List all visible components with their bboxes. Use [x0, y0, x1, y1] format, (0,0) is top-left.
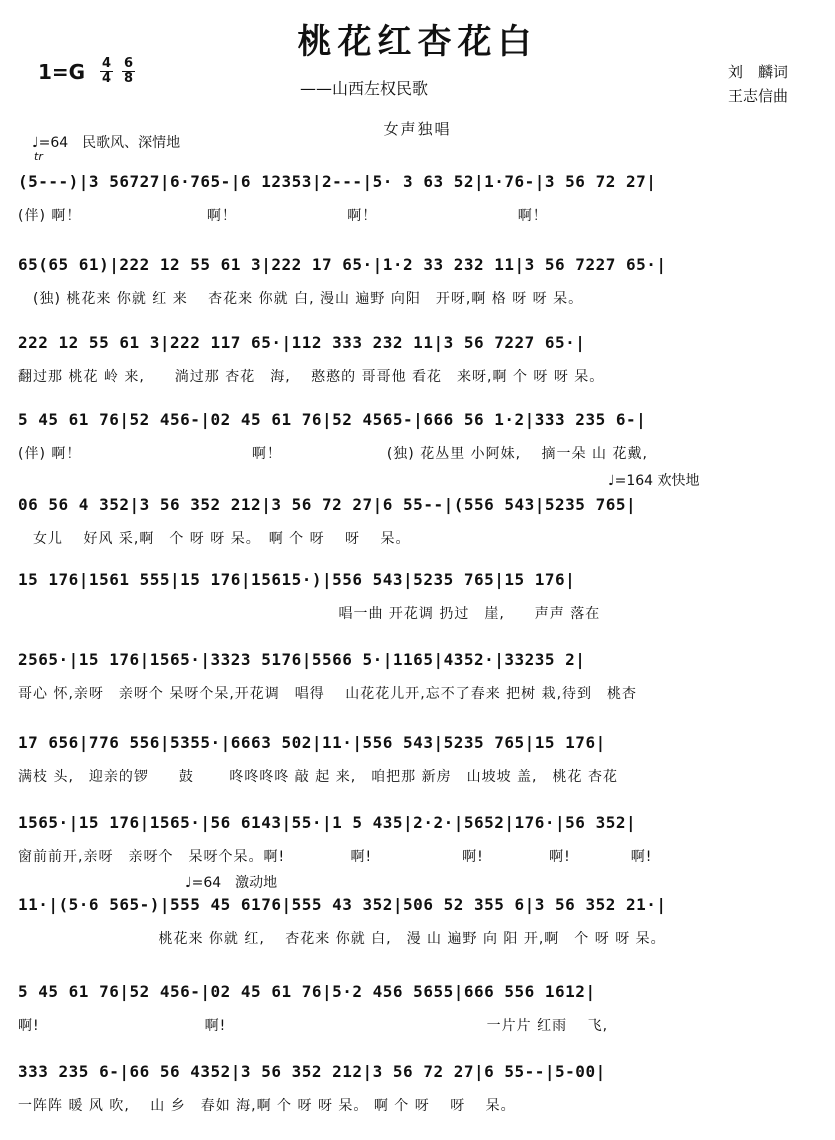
score-row — [18, 172, 818, 225]
score-row — [18, 570, 818, 623]
notation-line: 5 45 61 76|52 456-|02 45 61 76|5·2 456 5655|666 556 1612| — [18, 982, 596, 1001]
composer: 王志信曲 — [728, 87, 789, 105]
subtitle: ——山西左权民歌 — [300, 79, 429, 98]
performer-note: 女声独唱 — [383, 120, 452, 138]
score-row — [18, 813, 818, 866]
lyrics-line: 桃花来 你就 红, 杏花来 你就 白, 漫 山 遍野 向 阳 开,啊 个 呀 呀 呆。 — [18, 931, 666, 947]
notation-line: 5 45 61 76|52 456-|02 45 61 76|52 4565-|666 56 1·2|333 235 6-| — [18, 410, 647, 429]
time-signature-4-4: 4 4 — [102, 56, 112, 86]
lyrics-line: 女儿 好风 采,啊 个 呀 呀 呆。 啊 个 呀 呀 呆。 — [18, 531, 411, 547]
notation-line: 06 56 4 352|3 56 352 212|3 56 72 27|6 55--|(556 543|5235 765| — [18, 495, 637, 514]
lyrics-line: 满枝 头, 迎亲的锣 鼓 咚咚咚咚 敲 起 来, 咱把那 新房 山坡坡 盖, 桃花 杏花 — [18, 769, 618, 785]
lyrics-line: (伴) 啊！ 啊！ (独) 花丛里 小阿妹, 摘一朵 山 花戴, — [18, 446, 648, 462]
score-row — [18, 733, 818, 786]
lyrics-line: (独) 桃花来 你就 红 来 杏花来 你就 白, 漫山 遍野 向阳 开呀,啊 格 呀 呀 呆。 — [18, 291, 584, 307]
score-row — [18, 333, 818, 386]
tempo-marking-1: ♩=64 民歌风、深情地 — [32, 135, 181, 151]
lyrics-line: 唱一曲 开花调 扔过 崖, 声声 落在 — [18, 606, 601, 622]
score-row — [18, 895, 818, 948]
lyricist: 刘 麟词 — [728, 63, 789, 81]
score-row — [18, 410, 818, 463]
notation-line: 1565·|15 176|1565·|56 6143|55·|1 5 435|2·2·|5652|176·|56 352| — [18, 813, 637, 832]
notation-line: 11·|(5·6 565-)|555 45 6176|555 43 352|506 52 355 6|3 56 352 21·| — [18, 895, 667, 914]
score-row — [18, 495, 818, 548]
notation-line: (5---)|3 56727|6·765-|6 12353|2---|5· 3 63 52|1·76-|3 56 72 27| — [18, 172, 657, 191]
notation-line: 333 235 6-|66 56 4352|3 56 352 212|3 56 72 27|6 55--|5-00| — [18, 1062, 606, 1081]
song-title: 桃花红杏花白 — [297, 22, 538, 62]
notation-line: 2565·|15 176|1565·|3323 5176|5566 5·|1165|4352·|33235 2| — [18, 650, 586, 669]
lyrics-line: 啊! 啊! 一片片 红雨 飞, — [18, 1018, 609, 1034]
score-row — [18, 1062, 818, 1115]
score-row — [18, 255, 818, 308]
lyrics-line: 哥心 怀,亲呀 亲呀个 呆呀个呆,开花调 唱得 山花花儿开,忘不了春来 把树 栽,待到 桃杏 — [18, 686, 638, 702]
lyrics-line: 窗前前开,亲呀 亲呀个 呆呀个呆。啊! 啊! 啊! 啊! 啊! — [18, 849, 653, 865]
credits — [728, 60, 788, 108]
score-row — [18, 650, 818, 703]
lyrics-line: 翻过那 桃花 岭 来, 淌过那 杏花 海, 憨憨的 哥哥他 看花 来呀,啊 个 呀 呀 呆。 — [18, 369, 605, 385]
lyrics-line: 一阵阵 暖 风 吹, 山 乡 春如 海,啊 个 呀 呀 呆。 啊 个 呀 呀 呆。 — [18, 1098, 516, 1114]
notation-line: 65(65 61)|222 12 55 61 3|222 17 65·|1·2 33 232 11|3 56 7227 65·| — [18, 255, 667, 274]
time-signature-6-8: 6 8 — [124, 56, 134, 86]
key-signature: 1=G — [38, 60, 86, 84]
notation-line: 17 656|776 556|5355·|6663 502|11·|556 543|5235 765|15 176| — [18, 733, 606, 752]
notation-line: 222 12 55 61 3|222 117 65·|112 333 232 11|3 56 7227 65·| — [18, 333, 586, 352]
trill-mark: tr — [34, 150, 43, 163]
notation-line: 15 176|1561 555|15 176|15615·)|556 543|5235 765|15 176| — [18, 570, 576, 589]
tempo-marking-3: ♩=64 激动地 — [185, 875, 278, 891]
lyrics-line: (伴) 啊！ 啊！ 啊！ 啊！ — [18, 208, 548, 224]
score-row — [18, 982, 818, 1035]
tempo-marking-2: ♩=164 欢快地 — [608, 473, 700, 489]
